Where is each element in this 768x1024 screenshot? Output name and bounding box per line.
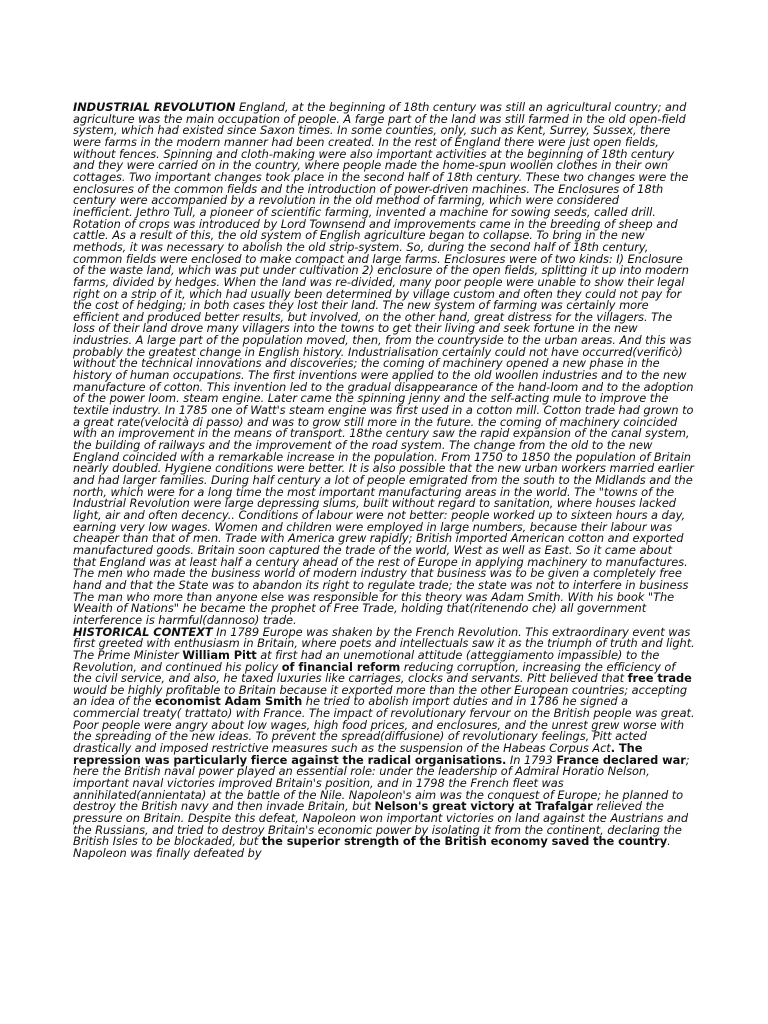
bold-phrase: of financial reform (281, 659, 401, 674)
bold-phrase: France declared war (556, 752, 686, 767)
text-run: . Napoleon was finally defeated by (73, 834, 671, 860)
text-run: he tried to abolish import duties and in 1786 he signed a commercial treaty( trattato) with France. The impact of revolutionary fervour on the British people was great. Poor people were angry about low wages, high food prices, and enclosures, and the unrest grew worse with the spreading of the new ideas. To prevent the spread(diffusione) of revolutionary feelings, Pitt acted drastically and imposed restrictive measures such as the suspension of the Habeas Corpus Act (73, 694, 695, 756)
section-heading: INDUSTRIAL REVOLUTION (73, 100, 236, 114)
bold-phrase: William Pitt (182, 647, 257, 662)
bold-phrase: the superior strength of the British economy saved the country (261, 834, 668, 849)
text-run: England, at the beginning of 18th century was still an agricultural country; and agriculture was the main occupation of people. A farge part of the land was still farmed in the old open-field system, which had existed since Saxon times. In some counties, only, such as Kent, Surrey, Sussex, there were farms in the modern manner had been created. In the rest of England there were just open fields, without fences. Spinning and cloth-making were also important activities at the beginning of 18th century and they were carried on in the country, where people made the home-spun woollen clothes in their own cottages. Two important changes took place in the second half of 18th century. These two changes were the enclosures of the common fields and the introduction of power-driven machines. The Enclosures of 18th century were accompanied by a revolution in the old method of farming, which were considered (73, 100, 689, 208)
paragraph (73, 102, 695, 207)
bold-phrase: Nelson's great victory at Trafalgar (374, 799, 593, 814)
paragraph (73, 204, 695, 627)
text-run: In 1793 (506, 752, 557, 767)
text-run: reducing corruption, increasing the efficiency of the civil service, and also, he taxed luxuries like carriages, clocks and servants. Pitt believed that (73, 659, 676, 686)
bold-phrase: . The repression was particularly fierce against the radical organisations. (73, 741, 643, 767)
text-run: In 1789 Europe was shaken by the French Revolution. This extraordinary event was first greeted with enthusiasm in Britain, where poets and intellectuals saw it as the triumph of truth and light. The Prime Minister (73, 624, 695, 662)
bold-phrase: free trade (627, 671, 692, 686)
paragraph (73, 624, 695, 860)
text-run: would be highly profitable to Britain because it exported more than the other European countries; accepting an idea of the (73, 682, 688, 709)
section-heading: HISTORICAL CONTEXT (73, 624, 213, 639)
text-run: inefficient. Jethro Tull, a pioneer of scientific farming, invented a machine for sowing seeds, called drill. Rotation of crops was introduced by Lord Townsend and improvements came in the breeding of sheep and cattle. As a result of this, the old system of English agriculture began to collapse. To bring in the new methods, it was necessary to abolish the old strip-system. So, during the second half of 18th century, common fields were enclosed to make compact and large farms. Enclosures were of two kinds: I) Enclosure of the waste land, which was put under cultivation 2) enclosure of the open fields, splitting it up into modern farms, divided by hedges. When the land was re-divided, many poor people were unable to show their legal right on a strip of it, which had usually been determined by village custom and often they could not pay for the cost of hedging; in both cases they lost their land. The new system of farming was certainly more efficient and produced better results, but involved, on the other hand, great distress for the villagers. The loss of their land drove many villagers into the towns to get their living and seek fortune in the new industries. A large part of the population moved, then, from the countryside to the urban areas. And this was probably the greatest change in English history. Industrialisation certainly could not have occurred(verificò) without the technical innovations and discoveries; the coming of machinery opened a new phase in the history of human occupations. The first inventions were applied to the old woollen industries and to the new manufacture of cotton. This invention led to the gradual disappearance of the hand-loom and to the adoption of the power loom. steam engine. Later came the spinning jenny and the self-acting mule to improve the textile industry. In 1785 one of Watt's steam engine was first used in a cotton mill. Cotton trade had grown to a great rate(velocità di passo) and was to grow still more in the future. the coming of machinery coincided with an improvement in the means of transport. 18the century saw the rapid expansion of the canal system, the building of railways and the improvement of the road system. The change from the old to the new England coincided with a remarkable increase in the population. From 1750 to 1850 the population of Britain nearly doubled. Hygiene conditions were better. It is also possible that the new urban workers married earlier and had larger families. During half century a lot of people emigrated from the south to the Midlands and the north, which were for a long time the most important manufacturing areas in the world. The "towns of the Industrial Revolution were large depressing slums, built without regard to sanitation, where houses lacked light, air and often decency.. Conditions of labour were not better: people worked up to sixteen hours a day, earning very low wages. Women and children were employed in large numbers, because their labour was cheaper than that of men. Trade with America grew rapidly; British imported American cotton and exported manufactured goods. Britain soon captured the trade of the world, West as well as East. So it came about that England was at least half a century ahead of the rest of Europe in applying machinery to manufactures. The men who made the business world of modern industry that business was to be given a completely free hand and that the State was to abandon its right to regulate trade; the state was not to interfere in business The man who more than anyone else was responsible for this theory was Adam Smith. With his book "The Weaith of Nations" he became the prophet of Free Trade, holding that(ritenendo che) all government interference is harmful(dannoso) trade. (73, 204, 694, 627)
document-body (73, 102, 695, 860)
text-run: at first had an unemotional attitude (atteggiamento impassible) to the Revolution, and continued his policy (73, 647, 660, 674)
text-run: relieved the pressure on Britain. Despite this defeat, Napoleon won important victories on land against the Austrians and the Russians, and tried to destroy Britain's economic power by isolating it from the continent, declaring the British Isles to be blockaded, but (73, 799, 689, 849)
bold-phrase: economist Adam Smith (155, 694, 303, 709)
text-run: ; here the British naval power played an essential role: under the leadership of Admiral Horatio Nelson, important naval victories improved Britain's position, and in 1798 the French fleet was annihilated(annientata) at the battle of the Nile. Napoleon's aim was the conquest of Europe; he planned to destroy the British navy and then invade Britain, but (73, 752, 690, 814)
